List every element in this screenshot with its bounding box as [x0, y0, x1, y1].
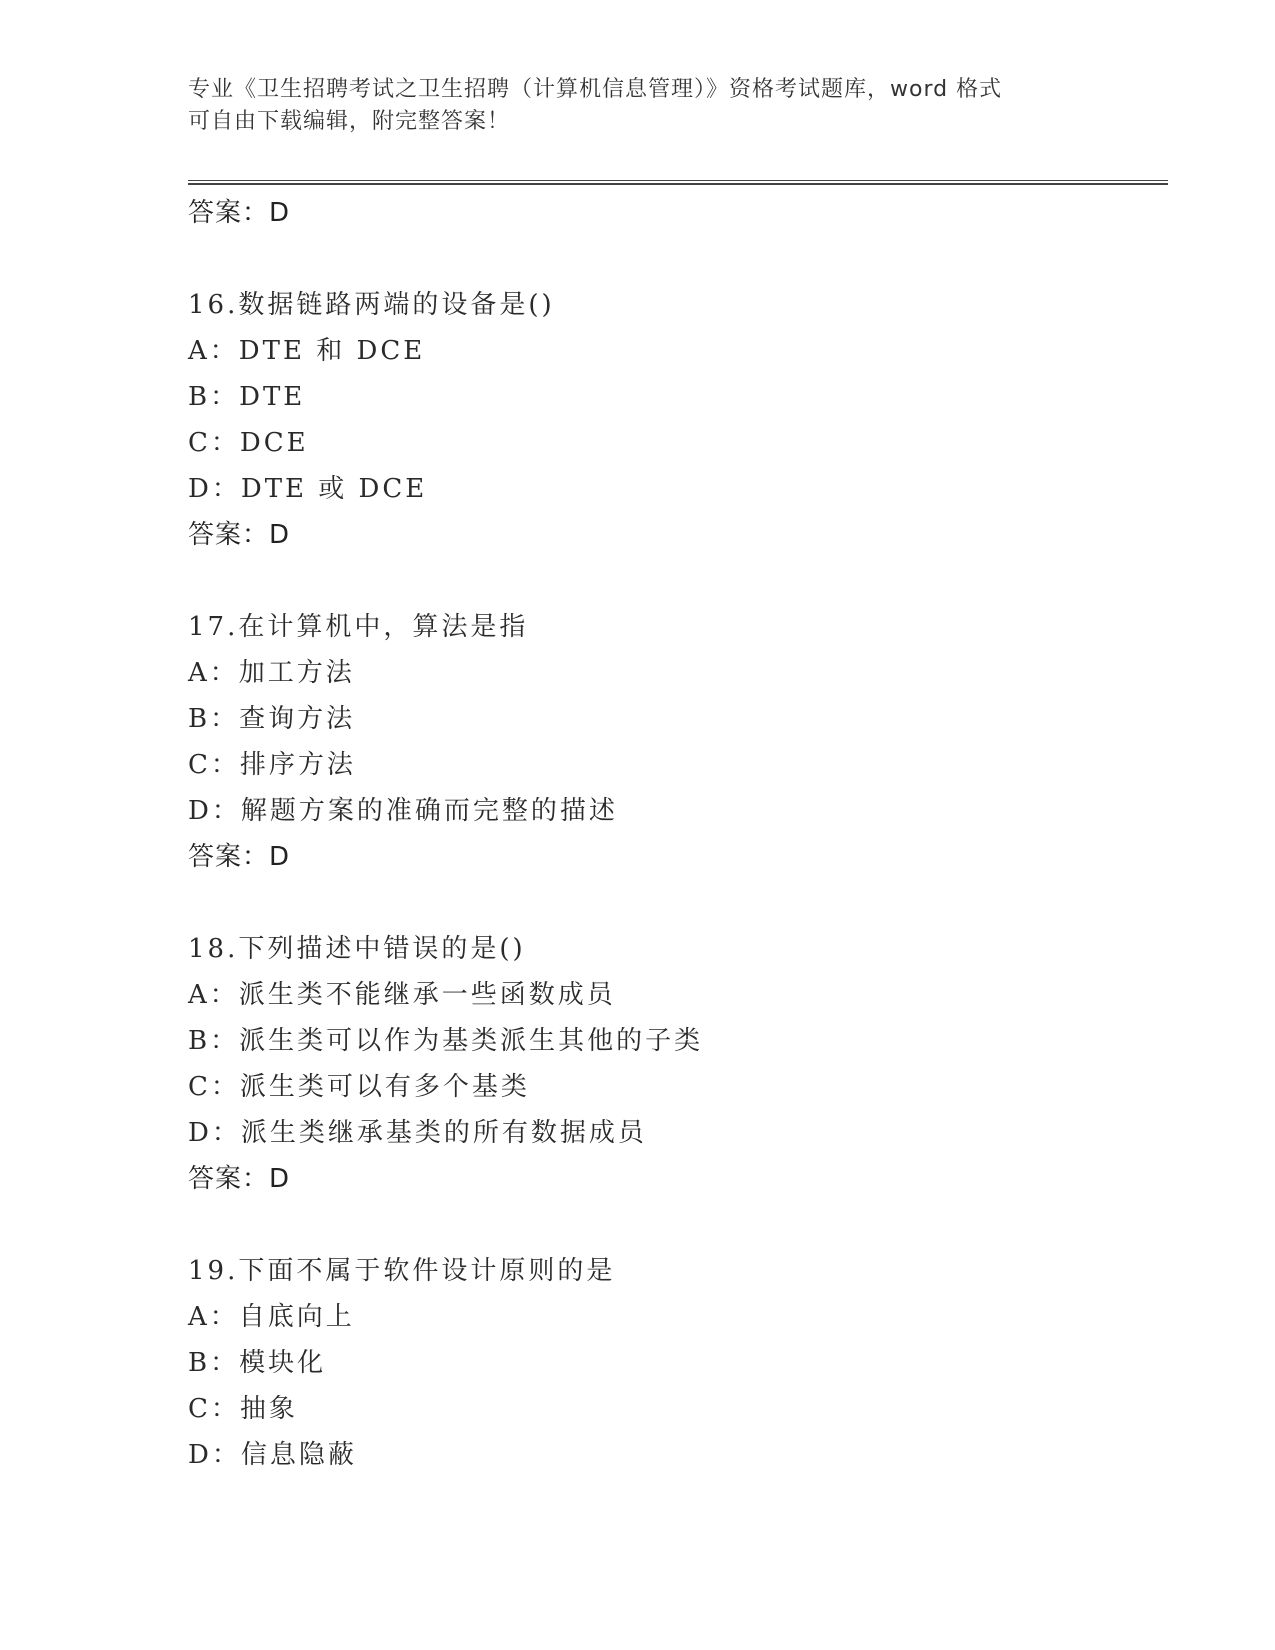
option-c: C：抽象	[188, 1394, 298, 1424]
option-b: B：DTE	[188, 382, 306, 412]
question-17	[188, 604, 1168, 880]
answer-line: 答案：D	[188, 1164, 291, 1194]
document-header	[188, 74, 1088, 138]
option-b: B：派生类可以作为基类派生其他的子类	[188, 1026, 704, 1056]
option-a: A：加工方法	[188, 658, 355, 688]
option-d: D：信息隐蔽	[188, 1440, 357, 1470]
answer-line: 答案：D	[188, 842, 291, 872]
option-b: B：模块化	[188, 1348, 327, 1378]
option-c: C：DCE	[188, 428, 309, 458]
option-d: D：派生类继承基类的所有数据成员	[188, 1118, 647, 1148]
option-a: A：DTE 和 DCE	[188, 336, 426, 366]
header-line-1: 专业《卫生招聘考试之卫生招聘（计算机信息管理）》资格考试题库，word 格式	[188, 77, 1003, 102]
option-a: A：自底向上	[188, 1302, 355, 1332]
question-list	[188, 190, 1168, 1478]
option-d: D：DTE 或 DCE	[188, 474, 428, 504]
header-line-2: 可自由下载编辑，附完整答案！	[188, 109, 511, 134]
question-stem: 18.下列描述中错误的是()	[188, 934, 526, 964]
option-a: A：派生类不能继承一些函数成员	[188, 980, 616, 1010]
option-c: C：排序方法	[188, 750, 356, 780]
option-b: B：查询方法	[188, 704, 356, 734]
question-16	[188, 282, 1168, 558]
question-18	[188, 926, 1168, 1202]
question-19	[188, 1248, 1168, 1478]
header-divider	[188, 180, 1168, 185]
option-c: C：派生类可以有多个基类	[188, 1072, 530, 1102]
answer-line: 答案：D	[188, 520, 291, 550]
answer-line: 答案：D	[188, 198, 291, 228]
question-stem: 19.下面不属于软件设计原则的是	[188, 1256, 616, 1286]
question-stem: 16.数据链路两端的设备是()	[188, 290, 555, 320]
option-d: D：解题方案的准确而完整的描述	[188, 796, 618, 826]
question-stem: 17.在计算机中，算法是指	[188, 612, 529, 642]
